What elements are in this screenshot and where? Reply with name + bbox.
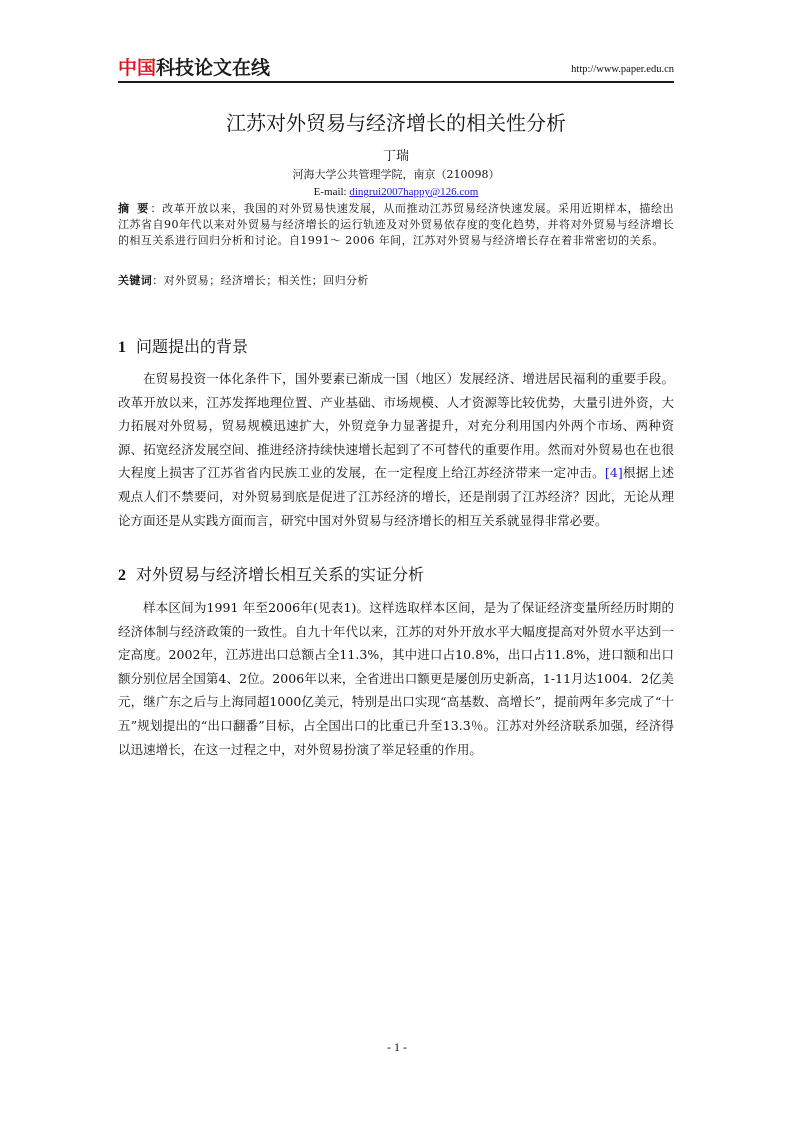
section-number: 1 bbox=[118, 339, 126, 356]
paragraph-text: 根据上述观点人们不禁要问，对外贸易到底是促进了江苏经济的增长，还是削弱了江苏经济？因此，无论从理论方面还是从实践方面而言，研究中国对外贸易与经济增长的相互关系就显得非常必要。 bbox=[118, 465, 675, 528]
email-line bbox=[118, 185, 674, 199]
header-divider bbox=[118, 81, 674, 83]
paragraph-text: 在贸易投资一体化条件下，国外要素已渐成一国（地区）发展经济、增进居民福利的重要手段。改革开放以来，江苏发挥地理位置、产业基础、市场规模、人才资源等比较优势，大量引进外资，大力拓展对外贸易，贸易规模迅速扩大，外贸竞争力显著提升，对充分利用国内外两个市场、两种资源、拓宽经济发展空间、推进经济持续快速增长起到了不可替代的重要作用。然而对外贸易也在也很大程度上损害了江苏省省内民族工业的发展，在一定程度上给江苏经济带来一定冲击。 bbox=[118, 371, 674, 481]
keywords-text: ：对外贸易；经济增长；相关性；回归分析 bbox=[152, 274, 369, 287]
email-link[interactable]: dingrui2007happy@126.com bbox=[349, 186, 479, 198]
section-1-paragraph bbox=[118, 367, 674, 532]
abstract-label: 摘 要 bbox=[118, 202, 151, 215]
abstract bbox=[118, 201, 674, 249]
header-url[interactable]: http://www.paper.edu.cn bbox=[571, 64, 674, 75]
keywords-label: 关键词 bbox=[118, 274, 153, 287]
logo-text-dark: 科技论文在线 bbox=[156, 57, 271, 79]
logo-text-red: 中国 bbox=[118, 57, 157, 79]
citation-link[interactable]: [4] bbox=[604, 465, 623, 481]
section-number: 2 bbox=[118, 567, 126, 584]
paper-author: 丁瑞 bbox=[382, 149, 409, 164]
paper-title: 江苏对外贸易与经济增长的相关性分析 bbox=[226, 111, 566, 135]
abstract-text: ：改革开放以来，我国的对外贸易快速发展，从而推动江苏贸易经济快速发展。采用近期样本，描绘出江苏省自90年代以来对外贸易与经济增长的运行轨迹及对外贸易依存度的变化趋势，并将对外贸易与经济增长的相互关系进行回归分析和讨论。自1991～ 2006 年间，江苏对外贸易与经济增长存在着非常密切的关系。 bbox=[118, 202, 674, 247]
keywords bbox=[118, 273, 674, 289]
page-header bbox=[118, 56, 674, 80]
email-label: E-mail: bbox=[313, 186, 350, 198]
section-title: 对外贸易与经济增长相互关系的实证分析 bbox=[136, 565, 425, 584]
paper-affiliation: 河海大学公共管理学院，南京（210098） bbox=[292, 168, 500, 181]
site-logo[interactable] bbox=[118, 56, 270, 80]
section-heading-2 bbox=[118, 563, 674, 588]
section-heading-1 bbox=[118, 335, 674, 360]
section-2-paragraph: 样本区间为1991 年至2006年(见表1)。这样选取样本区间，是为了保证经济变量所经历时期的经济体制与经济政策的一致性。自九十年代以来，江苏的对外开放水平大幅度提高对外贸水平达到一定高度。2002年，江苏进出口总额占全11.3%，其中进口占10.8%，出口占11.8%，进口额和出口额分别位居全国第4、2位。2006年以来，全省进出口额更是屡创历史新高，1-11月达1004．2亿美元，继广东之后与上海同超1000亿美元，特别是出口实现“高基数、高增长”，提前两年多完成了“十五”规划提出的“出口翻番”目标，占全国出口的比重已升至13.3％。江苏对外经济联系加强，经济得以迅速增长，在这一过程之中，对外贸易扮演了举足轻重的作用。 bbox=[118, 600, 674, 757]
section-title: 问题提出的背景 bbox=[136, 337, 249, 356]
page-number: - 1 - bbox=[387, 1040, 407, 1054]
